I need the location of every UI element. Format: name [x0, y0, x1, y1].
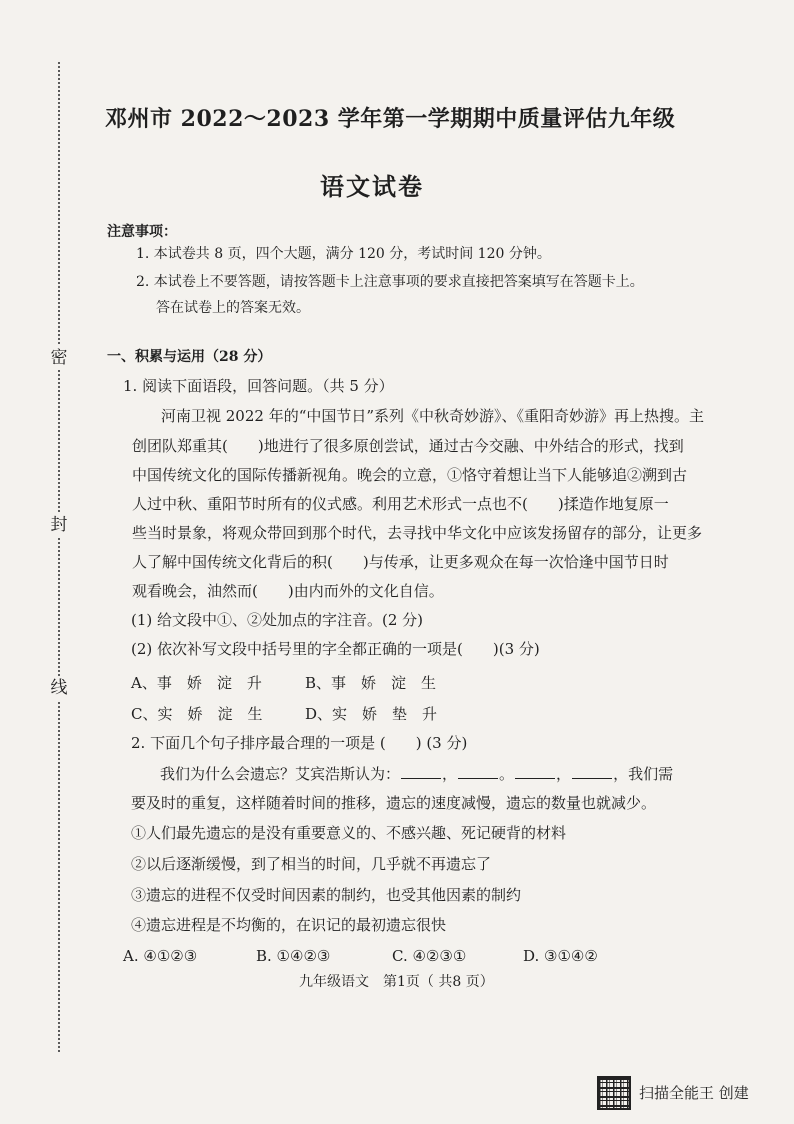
passage-line-4: 人过中秋、重阳节时所有的仪式感。利用艺术形式一点也不( )揉造作地复原一: [132, 495, 669, 513]
answer-blank: [458, 764, 498, 779]
question-1: 1. 阅读下面语段，回答问题。（共 5 分）: [123, 377, 394, 395]
question-2-tail: ，我们需: [613, 765, 674, 783]
sentence-1: ①人们最先遗忘的是没有重要意义的、不感兴趣、死记硬背的材料: [131, 824, 567, 842]
question-2: 2. 下面几个句子排序最合理的一项是 ( ) (3 分): [131, 734, 468, 752]
notice-item-1: 1. 本试卷共 8 页，四个大题，满分 120 分，考试时间 120 分钟。: [136, 246, 551, 262]
exam-subtitle: 语文试卷: [320, 172, 424, 201]
passage-line-1: 河南卫视 2022 年的“中国节日”系列《中秋奇妙游》、《重阳奇妙游》再上热搜。主: [161, 407, 705, 425]
option-c: C、实 娇 淀 生: [131, 705, 263, 723]
scanner-watermark: 扫描全能王 创建: [639, 1084, 749, 1102]
answer-blank: [401, 764, 441, 779]
sentence-4: ④遗忘进程是不均衡的，在识记的最初遗忘很快: [131, 916, 447, 934]
exam-title: 邓州市 2022～2023 学年第一学期期中质量评估九年级: [105, 106, 676, 132]
passage-line-5: 些当时景象，将观众带回到那个时代，去寻找中华文化中应该发扬留存的部分，让更多: [132, 524, 703, 542]
option-b: B、事 娇 淀 生: [305, 674, 437, 692]
option-a: A、事 娇 淀 升: [131, 674, 262, 692]
question-2-lead: 我们为什么会遗忘？艾宾浩斯认为：: [160, 765, 401, 783]
notice-heading: 注意事项：: [107, 224, 177, 240]
answer-b: B. ①④②③: [256, 947, 331, 965]
page-footer: 九年级语文 第1页（ 共8 页）: [299, 974, 494, 990]
option-d: D、实 娇 垫 升: [305, 705, 438, 723]
binding-dotted-line: [58, 62, 60, 1052]
binding-mark-feng: 封: [42, 513, 76, 537]
binding-mark-xian: 线: [42, 676, 76, 700]
section-heading: 一、积累与运用（28 分）: [107, 349, 272, 365]
notice-item-2: 2. 本试卷上不要答题，请按答题卡上注意事项的要求直接把答案填写在答题卡上。: [136, 274, 644, 290]
answer-c: C. ④②③①: [392, 947, 467, 965]
question-2-continuation: 要及时的重复，这样随着时间的推移，遗忘的速度减慢，遗忘的数量也就减少。: [131, 794, 657, 812]
sentence-3: ③遗忘的进程不仅受时间因素的制约，也受其他因素的制约: [131, 886, 522, 904]
answer-blank: [572, 764, 612, 779]
qr-code-icon: [597, 1076, 631, 1110]
passage-line-7: 观看晚会，油然而( )由内而外的文化自信。: [132, 582, 444, 600]
sentence-2: ②以后逐渐缓慢，到了相当的时间，几乎就不再遗忘了: [131, 855, 492, 873]
question-2-lead-line: 我们为什么会遗忘？艾宾浩斯认为： ， 。 ， ，我们需: [160, 765, 674, 783]
notice-item-2-cont: 答在试卷上的答案无效。: [156, 300, 310, 316]
sub-question-1: (1) 给文段中①、②处加点的字注音。(2 分): [131, 611, 424, 629]
answer-blank: [515, 764, 555, 779]
passage-line-2: 创团队郑重其( )地进行了很多原创尝试，通过古今交融、中外结合的形式，找到: [132, 437, 684, 455]
passage-line-6: 人了解中国传统文化背后的积( )与传承，让更多观众在每一次恰逢中国节日时: [132, 553, 669, 571]
binding-mark-seal: 密: [42, 346, 76, 370]
sub-question-2: (2) 依次补写文段中括号里的字全都正确的一项是( )(3 分): [131, 640, 540, 658]
answer-a: A. ④①②③: [123, 947, 198, 965]
passage-line-3: 中国传统文化的国际传播新视角。晚会的立意，①恪守着想让当下人能够追②溯到古: [132, 466, 688, 484]
answer-d: D. ③①④②: [523, 947, 598, 965]
